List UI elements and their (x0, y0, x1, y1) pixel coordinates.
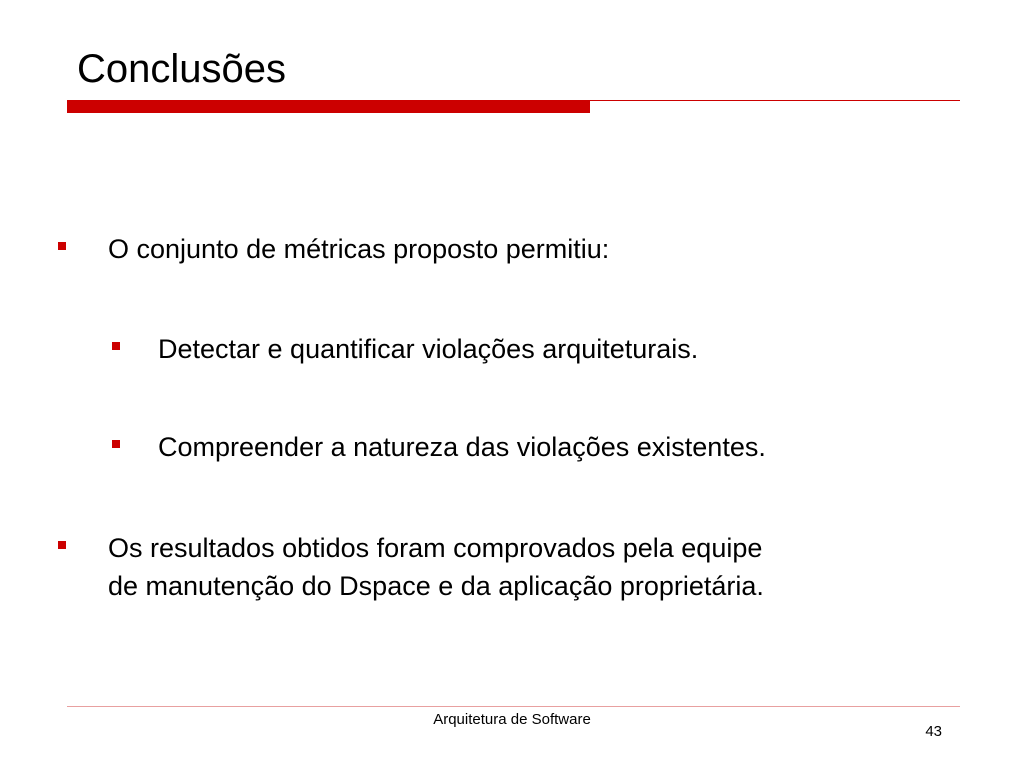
bullet-level2-detect: Detectar e quantificar violações arquiteturais. (158, 334, 699, 364)
bullet-level2-understand: Compreender a natureza das violações existentes. (158, 432, 766, 462)
bullet-marker (58, 541, 66, 549)
title-underline-thin (590, 100, 960, 101)
footer-divider (67, 706, 960, 707)
bullet-marker (112, 440, 120, 448)
bullet-level1-results-line2: de manutenção do Dspace e da aplicação proprietária. (108, 571, 764, 601)
bullet-level1-metrics: O conjunto de métricas proposto permitiu: (108, 234, 610, 264)
footer-title: Arquitetura de Software (433, 711, 591, 728)
title-underline-thick (67, 100, 590, 113)
page-number: 43 (925, 723, 942, 740)
bullet-marker (112, 342, 120, 350)
bullet-level1-results-line1: Os resultados obtidos foram comprovados pela equipe (108, 533, 763, 563)
bullet-marker (58, 242, 66, 250)
slide-title: Conclusões (77, 47, 287, 91)
